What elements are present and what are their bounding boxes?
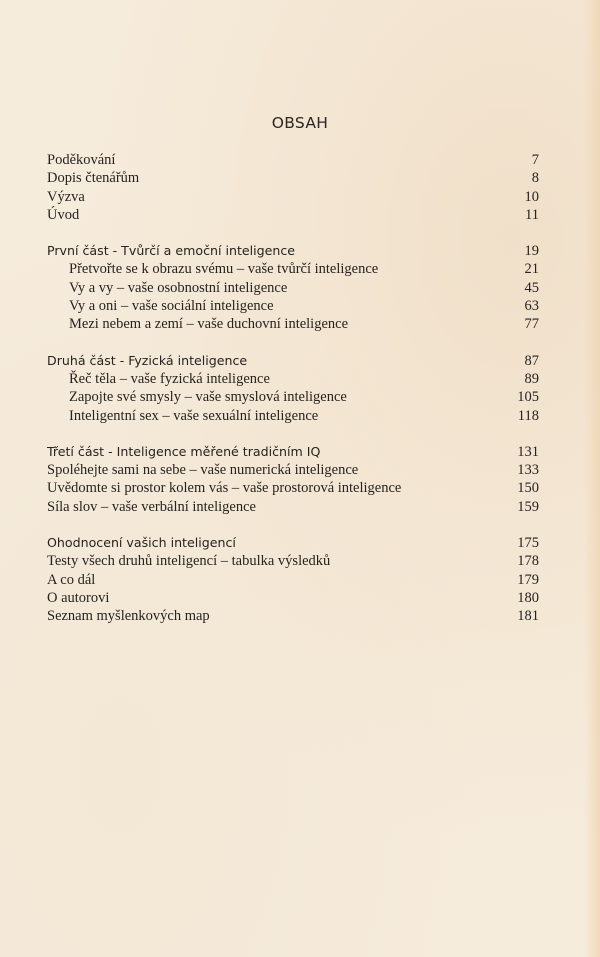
toc-entry-page: 179 bbox=[517, 571, 539, 588]
toc-part-heading bbox=[47, 242, 539, 260]
toc-entry-page: 118 bbox=[517, 407, 539, 424]
toc-entry-title: Zapojte své smysly – vaše smyslová inteligence bbox=[69, 389, 347, 406]
toc-entry bbox=[47, 552, 539, 570]
toc-entry-page: 181 bbox=[517, 608, 539, 625]
toc-part-title: Ohodnocení vašich inteligencí bbox=[47, 535, 236, 551]
toc-part-heading bbox=[47, 534, 539, 552]
toc-entry-title: Vy a vy – vaše osobnostní inteligence bbox=[69, 279, 288, 296]
toc-entry-page: 21 bbox=[524, 261, 539, 278]
toc-entry-title: Poděkování bbox=[47, 152, 116, 168]
toc-entry bbox=[47, 498, 539, 516]
toc-entry-title: Spoléhejte sami na sebe – vaše numerická inteligence bbox=[47, 462, 359, 479]
toc-section-part2 bbox=[47, 352, 539, 425]
toc-entry bbox=[47, 279, 539, 297]
toc-entry-page: 45 bbox=[524, 279, 539, 296]
toc-entry bbox=[47, 407, 539, 425]
toc-entry-page: 63 bbox=[524, 298, 539, 315]
page-title: OBSAH bbox=[271, 114, 329, 132]
toc-part-page: 19 bbox=[524, 243, 539, 260]
toc-entry bbox=[47, 151, 539, 169]
toc-entry-page: 180 bbox=[517, 589, 539, 606]
toc-part-title: Třetí část - Inteligence měřené tradičním IQ bbox=[47, 443, 321, 459]
toc-entry bbox=[47, 571, 539, 589]
toc-part-page: 131 bbox=[517, 443, 539, 460]
toc-entry-page: 89 bbox=[524, 370, 539, 387]
toc-part-page: 175 bbox=[517, 535, 539, 552]
toc-entry-page: 11 bbox=[525, 206, 539, 223]
toc-entry-page: 133 bbox=[517, 462, 539, 479]
toc-entry-title: Mezi nebem a zemí – vaše duchovní inteligence bbox=[69, 316, 349, 333]
toc-part-heading bbox=[47, 443, 539, 461]
toc-entry bbox=[47, 589, 539, 607]
toc-entry bbox=[47, 169, 539, 187]
toc-section-part3 bbox=[47, 443, 539, 516]
toc-part-title: Druhá část - Fyzická inteligence bbox=[47, 352, 248, 368]
toc-entry-page: 159 bbox=[517, 498, 539, 515]
toc-entry-title: Síla slov – vaše verbální inteligence bbox=[47, 498, 256, 515]
toc-entry-title: Přetvořte se k obrazu svému – vaše tvůrčí inteligence bbox=[69, 261, 379, 278]
toc-entry bbox=[47, 297, 539, 315]
toc-entry-title: Dopis čtenářům bbox=[47, 170, 140, 187]
toc-part-page: 87 bbox=[524, 352, 539, 369]
toc-entry-title: Seznam myšlenkových map bbox=[47, 608, 210, 625]
toc-entry-title: Uvědomte si prostor kolem vás – vaše prostorová inteligence bbox=[47, 480, 402, 497]
toc-entry-page: 178 bbox=[517, 553, 539, 570]
toc-part-title: První část - Tvůrčí a emoční inteligence bbox=[47, 243, 296, 259]
toc-entry-title: O autorovi bbox=[47, 589, 110, 606]
toc-entry bbox=[47, 370, 539, 388]
toc-entry-page: 105 bbox=[517, 389, 539, 406]
toc-entry-page: 7 bbox=[531, 152, 539, 168]
toc-part-heading bbox=[47, 352, 539, 370]
toc-section-part1 bbox=[47, 242, 539, 333]
toc-entry-page: 8 bbox=[531, 170, 539, 187]
toc-entry-title: A co dál bbox=[47, 571, 96, 588]
toc-entry-title: Vy a oni – vaše sociální inteligence bbox=[69, 298, 274, 315]
toc-entry bbox=[47, 461, 539, 479]
toc-entry-title: Řeč těla – vaše fyzická inteligence bbox=[69, 370, 270, 387]
toc-entry bbox=[47, 388, 539, 406]
toc-entry-title: Testy všech druhů inteligencí – tabulka výsledků bbox=[47, 553, 331, 570]
toc-entry-title: Úvod bbox=[47, 206, 80, 223]
toc-entry-title: Výzva bbox=[47, 188, 85, 205]
toc-entry bbox=[47, 315, 539, 333]
toc-entry bbox=[47, 260, 539, 278]
toc-entry-page: 150 bbox=[517, 480, 539, 497]
toc-entry-title: Inteligentní sex – vaše sexuální inteligence bbox=[69, 407, 319, 424]
toc-entry bbox=[47, 607, 539, 625]
toc-entry bbox=[47, 479, 539, 497]
page-edge-shadow bbox=[584, 0, 600, 957]
toc-entry bbox=[47, 188, 539, 206]
table-of-contents bbox=[47, 151, 539, 644]
toc-entry-page: 10 bbox=[524, 188, 539, 205]
toc-entry bbox=[47, 206, 539, 224]
toc-entry-page: 77 bbox=[524, 316, 539, 333]
toc-section-part4 bbox=[47, 534, 539, 625]
toc-section-intro bbox=[47, 151, 539, 224]
